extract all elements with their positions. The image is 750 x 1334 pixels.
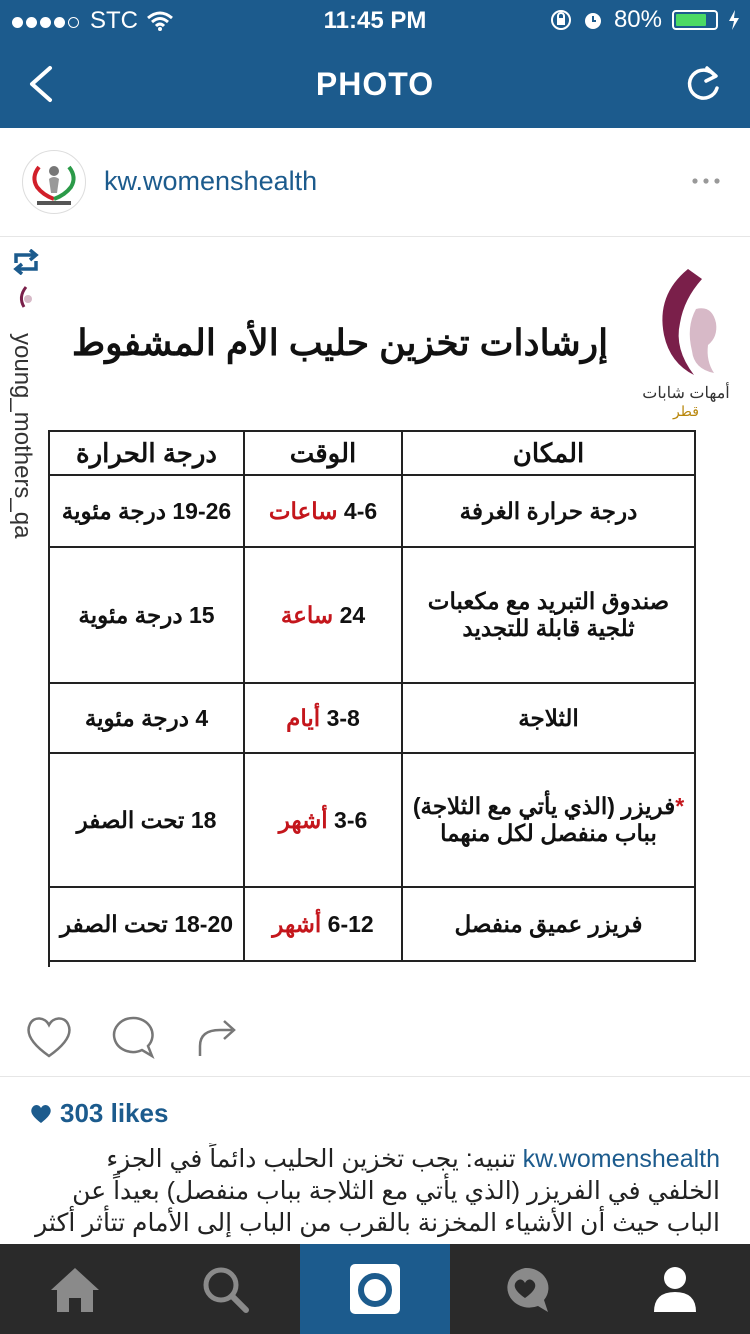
comment-icon[interactable] [108,1012,158,1062]
likes-heart-icon [30,1104,52,1124]
table-header-row [49,431,695,475]
time-unit: ساعات [268,497,338,524]
battery-icon [672,10,718,30]
post-photo[interactable] [0,237,750,987]
more-icon[interactable] [692,178,720,184]
heart-icon[interactable] [24,1012,74,1062]
header-time: الوقت [244,431,402,475]
caption-username[interactable]: kw.womenshealth [522,1145,720,1173]
repost-icon [10,249,42,275]
avatar[interactable] [22,150,86,214]
repost-username: young_mothers_qa [9,333,36,539]
womens-health-logo-icon [23,151,85,213]
place-asterisk: * [675,793,685,819]
repost-logo-icon [16,285,36,313]
time-number: 24 [339,601,366,628]
mother-silhouette-icon [636,265,736,383]
refresh-icon[interactable] [682,62,724,106]
table-row [49,475,695,547]
cell-time [244,547,402,683]
tab-home[interactable] [0,1244,150,1334]
header-place: المكان [402,431,695,475]
profile-icon [652,1264,698,1314]
status-bar [0,0,750,40]
cell-temp: 19-26 درجة مئوية [49,475,244,547]
status-time: 11:45 PM [323,7,427,34]
cell-time [244,753,402,887]
tab-camera[interactable] [300,1244,450,1334]
poster-title: إرشادات تخزين حليب الأم المشفوط [71,322,609,363]
caption-text: تنبيه: يجب تخزين الحليب دائماً في الجزء الخلفي في الفريزر (الذي يأتي مع الثلاجة بباب منفصل) بعيداً عن الباب حيث أن الأشياء المخزنة بالقرب من الباب إلى الأمام تتأثر أكثر [35,1145,720,1237]
cell-time [244,887,402,961]
cell-place [402,753,695,887]
time-unit: أشهر [278,806,328,833]
place-text: فريزر (الذي يأتي مع الثلاجة) بباب منفصل لكل منهما [412,793,676,846]
table-row [49,887,695,961]
cell-time [244,683,402,753]
orientation-lock-icon [550,9,572,31]
time-number: 4-6 [343,497,378,524]
time-number: 3-6 [334,806,368,833]
battery-percent: 80% [613,6,662,33]
time-unit: أشهر [272,910,322,937]
brand-logo [636,265,736,419]
cell-place [402,683,695,753]
tab-profile[interactable] [600,1244,750,1334]
place-text: صندوق التبريد مع مكعبات ثلجية قابلة للتجديد [427,588,670,641]
share-icon[interactable] [192,1012,242,1062]
tab-activity[interactable] [450,1244,600,1334]
home-icon [47,1264,103,1314]
storage-table [48,430,696,962]
tab-bar [0,1244,750,1334]
header-temp: درجة الحرارة [49,431,244,475]
cell-temp: 18 تحت الصفر [49,753,244,887]
status-right [550,6,740,34]
charging-icon [728,9,740,31]
table-row [49,683,695,753]
time-number: 3-8 [326,704,360,731]
cell-temp: 18-20 تحت الصفر [49,887,244,961]
alarm-icon [582,9,604,31]
table-row [49,753,695,887]
search-icon [200,1264,250,1314]
tab-search[interactable] [150,1244,300,1334]
cell-place [402,887,695,961]
nav-title: PHOTO [315,66,435,102]
post-actions [0,1000,750,1077]
place-text: الثلاجة [518,704,579,731]
post-header [0,128,750,237]
post-caption [28,1143,720,1243]
time-unit: ساعة [280,601,334,628]
cell-time [244,475,402,547]
carrier: STC [90,7,138,34]
nav-bar [0,40,750,128]
time-number: 6-12 [327,910,374,937]
brand-name: أمهات شابات قطر [642,385,730,419]
cell-place [402,475,695,547]
time-unit: أيام [286,704,321,731]
cell-temp: 15 درجة مئوية [49,547,244,683]
cell-temp: 4 درجة مئوية [49,683,244,753]
camera-icon [348,1262,402,1316]
cell-place [402,547,695,683]
table-row [49,547,695,683]
place-text: فريزر عميق منفصل [454,910,643,937]
likes-count[interactable]: 303 likes [30,1098,168,1129]
activity-icon [498,1264,552,1314]
place-text: درجة حرارة الغرفة [459,497,638,524]
post-username[interactable]: kw.womenshealth [104,166,318,196]
